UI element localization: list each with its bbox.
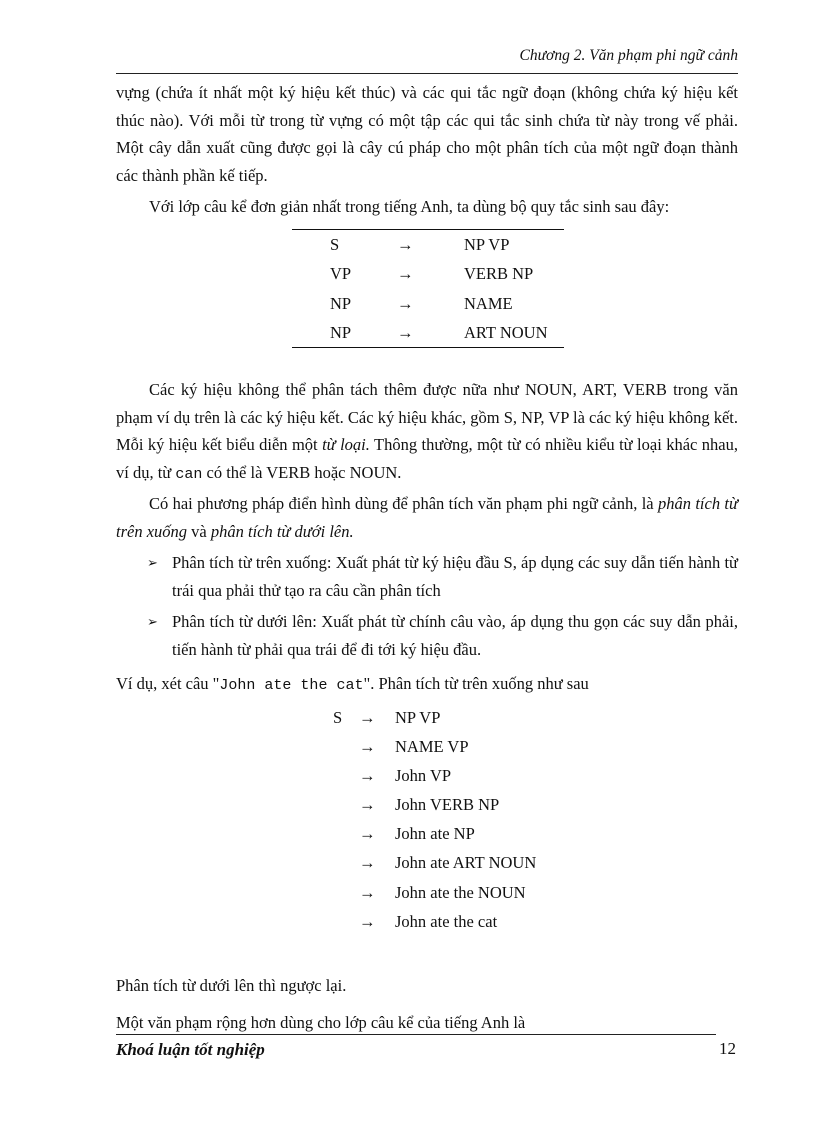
code-word: can	[175, 465, 203, 483]
rule-rhs: NAME	[464, 293, 513, 313]
rule-lhs: NP	[330, 293, 352, 313]
methods-emphasis-1: phân tích từ trên xuống	[116, 494, 738, 541]
methods-text-2: và	[187, 521, 211, 541]
page-number: 12	[719, 1039, 736, 1058]
derivation-row	[333, 790, 633, 819]
arrow-icon: →	[359, 737, 376, 757]
example-text-1: Ví dụ, xét câu "	[116, 674, 220, 693]
rule-row	[292, 230, 564, 259]
arrow-icon: →	[359, 795, 376, 815]
derivation-row	[333, 848, 633, 877]
bullet-text: Phân tích từ dưới lên: Xuất phát từ chính câu vào, áp dụng thu gọn các suy dẫn phải, tiến hành từ phải qua trái để đi tới ký hiệu đầu.	[172, 612, 738, 659]
terminals-text-2: Thông thường, một từ có nhiều kiểu từ loại khác nhau, ví dụ, từ	[116, 435, 738, 482]
derivation-row	[333, 732, 633, 761]
arrow-icon: →	[359, 708, 376, 727]
arrow-icon: →	[397, 235, 414, 254]
derivation-text: John ate NP	[395, 824, 475, 844]
intro-paragraph: vựng (chứa ít nhất một ký hiệu kết thúc) và các qui tắc ngữ đoạn (không chứa ký hiệu kết thúc nào). Với mỗi từ trong từ vựng có một tập các qui tắc sinh chứa từ này trong vế phải. Một cây dẫn xuất cũng được gọi là cây cú pháp cho một phân tích của một ngữ đoạn thành các thành phần kế tiếp.	[116, 83, 738, 185]
bullet-item	[147, 608, 738, 663]
rule-row	[292, 318, 564, 347]
rule-rhs: ART NOUN	[464, 322, 548, 342]
methods-text-1: Có hai phương pháp điển hình dùng để phân tích văn phạm phi ngữ cảnh, là	[149, 494, 658, 513]
arrow-icon: →	[359, 882, 376, 902]
example-sentence-code: John ate the cat	[219, 677, 364, 694]
derivation-text: John ate the NOUN	[395, 882, 526, 902]
methods-paragraph	[116, 490, 738, 545]
derivation-text: John ate ART NOUN	[395, 853, 537, 873]
arrow-bullet-icon: ➢	[147, 555, 158, 570]
terminals-text-3: có thể là VERB hoặc NOUN.	[202, 462, 402, 482]
rule-lhs: VP	[330, 264, 352, 284]
derivation-row	[333, 819, 633, 848]
methods-emphasis-2: phân tích từ dưới lên.	[210, 521, 354, 541]
rule-row	[292, 259, 564, 288]
bottomup-line: Phân tích từ dưới lên thì ngược lại.	[116, 976, 347, 995]
rule-rhs: NP VP	[464, 235, 510, 254]
footer-label: Khoá luận tốt nghiệp	[116, 1040, 265, 1059]
arrow-icon: →	[397, 264, 414, 284]
rule-lhs: S	[330, 235, 340, 254]
arrow-icon: →	[397, 293, 414, 313]
grammar-rules-table	[292, 229, 564, 348]
bullet-text: Phân tích từ trên xuống: Xuất phát từ ký hiệu đầu S, áp dụng các suy dẫn tiến hành từ trái qua phải thử tạo ra câu cần phân tích	[172, 553, 738, 600]
rules-intro: Với lớp câu kể đơn giản nhất trong tiếng Anh, ta dùng bộ quy tắc sinh sau đây:	[149, 197, 670, 216]
terminals-emphasis: từ loại.	[322, 435, 370, 455]
derivation-start-symbol: S	[333, 708, 343, 727]
derivation-text: John VP	[395, 766, 452, 786]
footer-divider	[116, 1034, 716, 1035]
derivation-text: NP VP	[395, 708, 441, 727]
derivation-row	[333, 907, 633, 936]
example-paragraph	[116, 670, 738, 700]
terminals-paragraph	[116, 376, 738, 488]
arrow-icon: →	[397, 322, 414, 342]
extended-grammar-line: Một văn phạm rộng hơn dùng cho lớp câu kể của tiếng Anh là	[116, 1013, 526, 1032]
rule-lhs: NP	[330, 322, 352, 342]
rule-rhs: VERB NP	[464, 264, 534, 284]
arrow-icon: →	[359, 853, 376, 873]
derivation-text: John ate the cat	[395, 911, 498, 931]
example-text-2: ". Phân tích từ trên xuống như sau	[363, 674, 589, 693]
derivation-row	[333, 761, 633, 790]
arrow-bullet-icon: ➢	[147, 614, 158, 629]
chapter-header: Chương 2. Văn phạm phi ngữ cảnh	[519, 47, 738, 64]
derivation-text: John VERB NP	[395, 795, 500, 815]
arrow-icon: →	[359, 766, 376, 786]
rule-row	[292, 289, 564, 318]
derivation-row	[333, 703, 633, 732]
header-divider	[116, 73, 738, 74]
derivation-text: NAME VP	[395, 737, 469, 757]
derivation-row	[333, 878, 633, 907]
arrow-icon: →	[359, 911, 376, 931]
derivation-steps	[333, 703, 633, 936]
bullet-item	[147, 549, 738, 604]
terminals-text-1: Các ký hiệu không thể phân tách thêm được nữa như NOUN, ART, VERB trong văn phạm ví dụ trên là các ký hiệu kết. Các ký hiệu khác, gồm S, NP, VP là các ký hiệu không kết. Mỗi ký hiệu kết biểu diễn một	[116, 380, 738, 455]
arrow-icon: →	[359, 824, 376, 844]
